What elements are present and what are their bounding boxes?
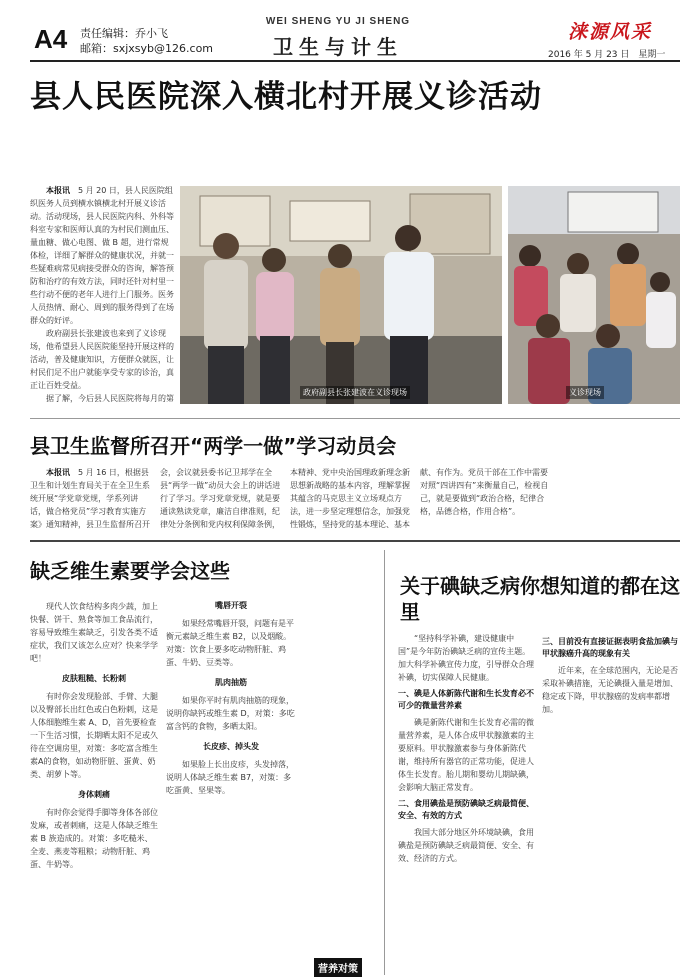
article2-headline[interactable]: 县卫生监督所召开“两学一做”学习动员会: [30, 434, 397, 458]
article2-col1-body: 5 月 16 日，根据县卫生和计划生育局关于在全卫生系统开展“学党章党规，学系列讲话，做合格党员”学习教育实施方案》通知精神，县卫生监督所召开: [30, 468, 150, 529]
header-divider: [30, 60, 680, 62]
editor-email: 邮箱：sxjxsyb@126.com: [80, 42, 214, 55]
editor-name: 责任编辑：乔小飞: [80, 27, 168, 40]
column-divider: [384, 550, 385, 975]
article4-text-2: 我国大部分地区外环境缺碘，食用碘盐是预防碘缺乏病最简便、安全、有效、经济的方式。: [398, 828, 534, 863]
section-divider-2: [30, 540, 680, 542]
article1-paragraph: [30, 184, 176, 327]
article4-text-1: 碘是新陈代谢和生长发育必需的微量营养素，是人体合成甲状腺激素的主要原料。甲状腺激素参与身体新陈代谢，维持所有器官的正常功能，促进人体生长发育。胎儿期和婴幼儿期缺碘，会影响大脑正常发育。: [398, 718, 534, 792]
article3-column-1: [30, 600, 158, 975]
article2-col2-text: 会，会议就县委书记卫邦学在全县“两学一做”动员大会上的讲话进行了学习。学习党章党规，就是要通读熟读党章，廉洁自律准则，纪律处分条例和党内权利保障条例，: [160, 468, 281, 529]
article2-col4-text: 献、有作为。党员干部在工作中需要对照“四讲四有”来衡量自己，检视自己，就是要做到“政治合格，纪律合格，品德合格，作用合格”。: [420, 468, 549, 516]
nutrition-tag: 营养对策: [314, 958, 362, 977]
section-name: 卫生与计生: [273, 35, 403, 59]
article2-col1-text: [30, 466, 154, 532]
photo1-caption: 政府副县长张建波在义诊现场: [300, 386, 410, 399]
article3-subhead-4: 肌肉抽筋: [215, 678, 247, 687]
article2-column-4: [420, 466, 550, 532]
clinic-photo-crowd: [508, 186, 680, 404]
crowd-photo-illustration: [508, 186, 680, 404]
section-pinyin: WEI SHENG YU JI SHENG: [265, 16, 411, 27]
article1-lead: 本报讯: [46, 186, 70, 195]
article1-text: 5 月 20 日，县人民医院组织医务人员到横水镇横北村开展义诊活动。活动现场，县人民医院内科、外科等科室专家和医师认真的为村民们测血压、量血糖、做心电图、做 B 超，进行常规体检，详细了解群众的健康状况，并就一些疑难病常见病接受群众的咨询，解答预防和治疗的有效方法，同时还针对村里一些行动不便的老年人进行上门服务。医务人员热情、耐心、周到的服务得到了在场群众的好评。: [30, 186, 174, 325]
article3-text-5: 如果脸上长出皮疹，头发掉落，说明人体缺乏维生素 B7，对策：多吃蛋黄、坚果等。: [166, 760, 294, 795]
article3-text-4: 如果你平时有肌肉抽筋的现象，说明你缺钙或维生素 D，对策：多吃富含钙的食物，多晒太阳。: [166, 696, 295, 731]
article3-headline[interactable]: 缺乏维生素要学会这些: [30, 559, 230, 583]
article2-column-3: [290, 466, 414, 532]
clinic-photo-officials: [180, 186, 502, 404]
article3-subhead-3: 嘴唇开裂: [215, 601, 247, 610]
photo2-caption: 义诊现场: [566, 386, 604, 399]
article2-lead: 本报讯: [46, 468, 70, 477]
newspaper-logo: 涞源风采: [567, 21, 652, 43]
section-divider: [30, 418, 680, 419]
article3-subhead-5: 长皮疹、掉头发: [203, 742, 259, 751]
article4-column-1: [398, 632, 534, 975]
newspaper-header: [0, 0, 700, 62]
article3-text-3: 如果经常嘴唇开裂，问题有是平衡元素缺乏维生素 B2，以及烟酸。对策：饮食上要多吃动物肝脏、鸡蛋、牛奶、豆类等。: [166, 619, 294, 667]
issue-date: 2016 年 5 月 23 日 星期一: [548, 50, 666, 60]
article2-col3-text: 本精神、党中央治国理政新理念新思想新战略的基本内容，理解掌握其蕴含的马克思主义立场观点方法，进一步坚定理想信念，加强党性锻炼，坚持党的基本理论、基本: [290, 468, 410, 529]
page-number: A4: [34, 24, 68, 54]
article3-text-1: 有时你会发现脸部、手臂、大腿以及臀部长出红色或白色粉刺，这是人体细胞维生素 A、D，首先要检查一下生活习惯，长期晒太阳不足或久待在空调房里，对策：多吃富含维生素A的食物，如动物肝脏、蛋黄、奶类、胡萝卜等。: [30, 692, 158, 779]
article1-paragraph-2: 政府副县长张建波也来到了义诊现场，他希望县人民医院能坚持开展这样的活动，普及健康知识，方便群众就医，让村民们足不出户就能享受专家的诊治，真正让百姓受益。: [30, 329, 174, 390]
article3-subhead-1: 皮肤粗糙、长粉刺: [62, 674, 126, 683]
article1-headline[interactable]: 县人民医院深入横北村开展义诊活动: [30, 79, 542, 115]
article1-body: [30, 184, 176, 404]
article3-column-2: [166, 600, 296, 975]
article4-subhead-3: 三、目前没有直接证据表明食盐加碘与甲状腺癌升高的现象有关: [542, 637, 678, 658]
article1-paragraph-3: 据了解，今后县人民医院将每月的第: [46, 394, 174, 403]
article3-intro: 现代人饮食结构多肉少蔬，加上快餐、饼干、熟食等加工食品流行，容易导致维生素缺乏，引发各类不适症状，我们又该怎么应对？快来学学吧！: [30, 602, 158, 663]
article4-column-2: [542, 632, 680, 975]
editor-info: [80, 26, 213, 56]
clinic-photo-illustration: [180, 186, 502, 404]
article4-subhead-2: 二、食用碘盐是预防碘缺乏病最简便、安全、有效的方式: [398, 799, 534, 820]
article4-subhead-1: 一、碘是人体新陈代谢和生长发育必不可少的微量营养素: [398, 689, 534, 710]
article4-intro: “坚持科学补碘，建设健康中国”是今年防治碘缺乏病的宣传主题。加大科学补碘宣传力度，引导群众合理补碘，切实保障人民健康。: [398, 634, 534, 682]
article3-subhead-2: 身体刺痛: [78, 790, 110, 799]
article2-column-2: [160, 466, 284, 532]
article4-text-3: 近年来，在全球范围内，无论是否采取补碘措施，无论碘摄入量是增加、稳定或下降，甲状腺癌的发病率都增加。: [542, 666, 678, 714]
article3-text-2: 有时你会觉得手脚等身体各部位发麻，或者刺痛，这是人体缺乏维生素 B 族造成的。对策：多吃糙米、全麦、燕麦等粗粮；动物肝脏、鸡蛋、牛奶等。: [30, 808, 158, 869]
article4-headline[interactable]: 关于碘缺乏病你想知道的都在这里: [400, 574, 680, 624]
article2-column-1: [30, 466, 154, 532]
